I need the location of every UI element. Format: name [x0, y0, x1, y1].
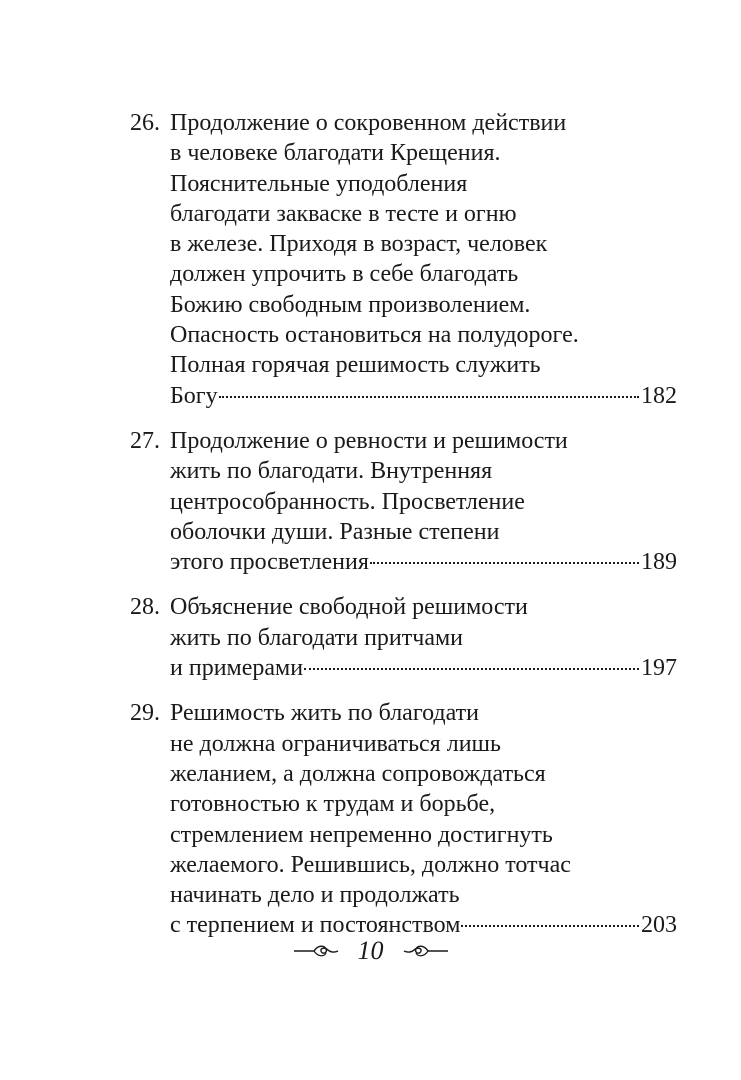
toc-entry-26 — [130, 108, 677, 411]
entry-number: 28. — [130, 594, 160, 621]
entry-number: 26. — [130, 110, 160, 136]
entry-text — [170, 426, 677, 577]
dot-leader — [461, 925, 639, 927]
entry-line: жить по благодати. Внутренняя — [170, 458, 493, 485]
entry-line: в железе. Приходя в возраст, человек — [170, 231, 548, 258]
entry-line: стремлением непременно достигнуть — [170, 821, 553, 848]
entry-text — [170, 592, 677, 683]
entry-number: 29. — [130, 700, 160, 727]
toc-entry-29 — [130, 698, 677, 940]
flourish-ornament-icon — [402, 944, 450, 958]
toc-entry-27 — [130, 426, 677, 577]
entry-last-line — [170, 547, 677, 577]
flourish-ornament-icon — [292, 944, 340, 958]
entry-line: центрособранность. Просветление — [170, 488, 525, 515]
toc-entry-28 — [130, 592, 677, 683]
entry-line: Пояснительные уподобления — [170, 170, 468, 197]
dot-leader — [304, 668, 639, 670]
entry-line: Богу — [170, 382, 218, 409]
page-number: 10 — [357, 936, 384, 965]
entry-text — [170, 108, 677, 411]
entry-line: и примерами — [170, 655, 304, 682]
entry-line: Продолжение о ревности и решимости — [170, 427, 568, 454]
entry-line: в человеке благодати Крещения. — [170, 140, 501, 167]
entry-page-number: 197 — [641, 655, 677, 682]
entry-line: желаемого. Решившись, должно тотчас — [170, 851, 571, 878]
entry-line: Опасность остановиться на полудороге. — [170, 322, 579, 349]
entry-last-line — [170, 653, 677, 683]
entry-page-number: 203 — [641, 912, 677, 939]
entry-text — [170, 698, 677, 940]
entry-line: начинать дело и продолжать — [170, 882, 460, 909]
page-footer — [0, 936, 741, 966]
dot-leader — [219, 396, 639, 398]
entry-line: Объяснение свободной решимости — [170, 594, 528, 621]
entry-line: Продолжение о сокровенном действии — [170, 110, 567, 136]
entry-line: с терпением и постоянством — [170, 912, 461, 939]
entry-line: Полная горячая решимость служить — [170, 352, 541, 379]
entry-line: не должна ограничиваться лишь — [170, 730, 501, 757]
entry-page-number: 189 — [641, 549, 677, 576]
entry-line: оболочки души. Разные степени — [170, 518, 500, 545]
entry-line: Решимость жить по благодати — [170, 700, 479, 727]
dot-leader — [370, 562, 639, 564]
entry-line: Божию свободным произволением. — [170, 291, 531, 318]
entry-line: должен упрочить в себе благодать — [170, 261, 519, 288]
entry-page-number: 182 — [641, 382, 677, 409]
entry-last-line — [170, 381, 677, 411]
entry-line: благодати закваске в тесте и огню — [170, 200, 517, 227]
table-of-contents — [130, 108, 677, 956]
entry-line: готовностью к трудам и борьбе, — [170, 791, 496, 818]
entry-line: этого просветления — [170, 549, 369, 576]
entry-line: желанием, а должна сопровождаться — [170, 760, 546, 787]
entry-line: жить по благодати притчами — [170, 624, 464, 651]
entry-number: 27. — [130, 427, 160, 454]
